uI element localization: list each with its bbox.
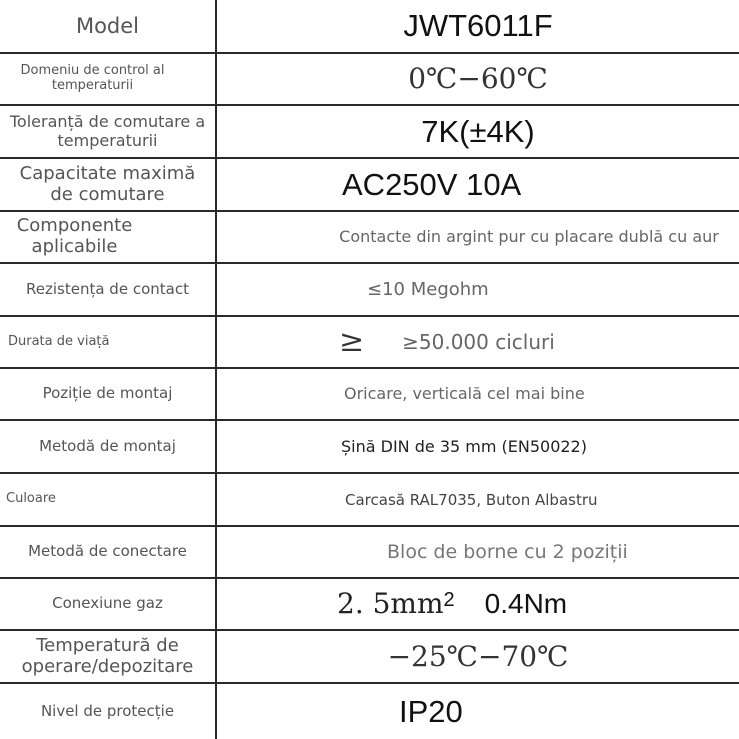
row-value	[217, 317, 739, 367]
row-value: Oricare, verticală cel mai bine	[344, 384, 585, 404]
table-row	[0, 527, 739, 579]
table-row	[0, 106, 739, 159]
table-row	[0, 54, 739, 106]
table-row	[0, 212, 739, 264]
row-value: Bloc de borne cu 2 poziții	[387, 540, 628, 563]
row-label: Model	[75, 13, 140, 38]
row-value: ≤10 Megohm	[367, 278, 489, 300]
row-label: Poziție de montaj	[42, 384, 173, 403]
row-value: 0℃−60℃	[408, 62, 548, 96]
table-row	[0, 579, 739, 631]
row-label: Durata de viață	[8, 333, 110, 349]
table-row	[0, 369, 739, 421]
table-row	[0, 0, 739, 54]
column-divider	[215, 0, 217, 739]
row-value-text: ≥50.000 cicluri	[402, 330, 555, 354]
row-label: Toleranță de comutare a temperaturii	[9, 112, 206, 150]
table-row	[0, 421, 739, 474]
table-row	[0, 474, 739, 527]
row-label: Culoare	[6, 491, 56, 507]
row-label: Conexiune gaz	[52, 594, 163, 613]
row-label: Componente aplicabile	[16, 215, 133, 257]
table-row	[0, 264, 739, 317]
row-value	[217, 579, 739, 629]
row-label: Nivel de protecție	[40, 701, 175, 720]
row-label: Temperatură de operare/depozitare	[21, 634, 194, 677]
row-label: Capacitate maximă de comutare	[19, 162, 196, 205]
gas-size-exponent: 2	[443, 589, 455, 611]
row-value: 7K(±4K)	[421, 113, 535, 149]
row-label: Metodă de montaj	[39, 436, 176, 455]
geq-symbol: ≥	[339, 324, 365, 359]
row-value: IP20	[399, 693, 463, 729]
row-value: −25℃−70℃	[387, 639, 569, 673]
gas-torque-value: 0.4Nm	[484, 588, 568, 620]
row-label: Rezistența de contact	[26, 279, 189, 298]
row-value: Contacte din argint pur cu placare dublă cu aur	[339, 227, 719, 247]
gas-size-value: 2. 5mm	[337, 587, 444, 621]
row-value: Șină DIN de 35 mm (EN50022)	[341, 436, 587, 456]
table-row	[0, 631, 739, 684]
table-row	[0, 684, 739, 739]
table-row	[0, 317, 739, 369]
row-value: AC250V 10A	[342, 166, 522, 202]
row-label: Domeniu de control al temperaturii	[20, 63, 165, 93]
row-value: JWT6011F	[403, 8, 553, 44]
row-label: Metodă de conectare	[28, 542, 187, 561]
table-row	[0, 159, 739, 212]
row-value: Carcasă RAL7035, Buton Albastru	[345, 490, 598, 509]
